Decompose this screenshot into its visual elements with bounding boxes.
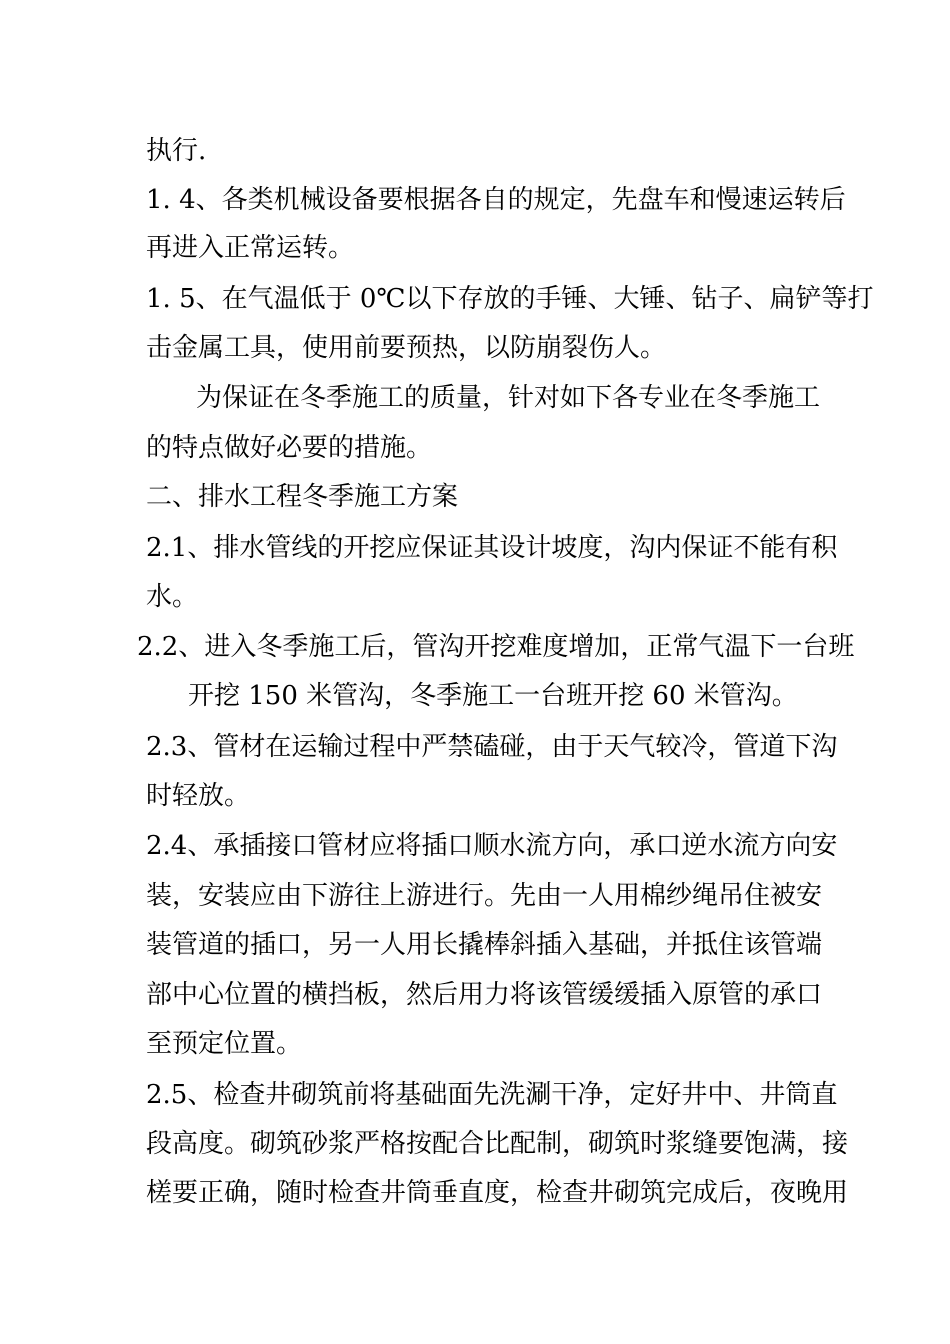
clause-2-2-line-2: 开挖 150 米管沟，冬季施工一台班开挖 60 米管沟。 — [188, 681, 798, 711]
intro-paragraph-line-2: 的特点做好必要的措施。 — [146, 433, 433, 463]
clause-2-4-line-4: 部中心位置的横挡板，然后用力将该管缓缓插入原管的承口 — [146, 980, 823, 1010]
clause-2-1-line-2: 水。 — [146, 582, 199, 612]
intro-paragraph-line-1: 为保证在冬季施工的质量，针对如下各专业在冬季施工 — [196, 383, 821, 413]
clause-2-3-line-1: 2.3、管材在运输过程中严禁磕碰，由于天气较冷，管道下沟 — [146, 732, 838, 762]
clause-2-4-line-1: 2.4、承插接口管材应将插口顺水流方向，承口逆水流方向安 — [146, 831, 838, 861]
clause-1-4-line-2: 再进入正常运转。 — [146, 233, 355, 263]
clause-1-5-line-1: 1. 5、在气温低于 0℃以下存放的手锤、大锤、钻子、扁铲等打 — [146, 284, 874, 314]
clause-2-5-line-1: 2.5、检查井砌筑前将基础面先洗涮干净，定好井中、井筒直 — [146, 1080, 838, 1110]
text-line-continuation: 执行. — [146, 136, 207, 166]
clause-2-5-line-2: 段高度。砌筑砂浆严格按配合比配制，砌筑时浆缝要饱满，接 — [146, 1129, 849, 1159]
section-heading-drainage: 二、排水工程冬季施工方案 — [146, 482, 459, 512]
clause-2-4-line-2: 装，安装应由下游往上游进行。先由一人用棉纱绳吊住被安 — [146, 881, 823, 911]
clause-1-4-line-1: 1. 4、各类机械设备要根据各自的规定，先盘车和慢速运转后 — [146, 185, 846, 215]
clause-2-2-line-1: 2.2、进入冬季施工后，管沟开挖难度增加，正常气温下一台班 — [137, 632, 855, 662]
clause-2-1-line-1: 2.1、排水管线的开挖应保证其设计坡度，沟内保证不能有积 — [146, 533, 838, 563]
clause-2-5-line-3: 槎要正确，随时检查井筒垂直度，检查井砌筑完成后，夜晚用 — [146, 1178, 849, 1208]
clause-1-5-line-2: 击金属工具，使用前要预热，以防崩裂伤人。 — [146, 333, 667, 363]
clause-2-4-line-3: 装管道的插口，另一人用长撬棒斜插入基础，并抵住该管端 — [146, 930, 823, 960]
clause-2-4-line-5: 至预定位置。 — [146, 1029, 303, 1059]
clause-2-3-line-2: 时轻放。 — [146, 781, 251, 811]
